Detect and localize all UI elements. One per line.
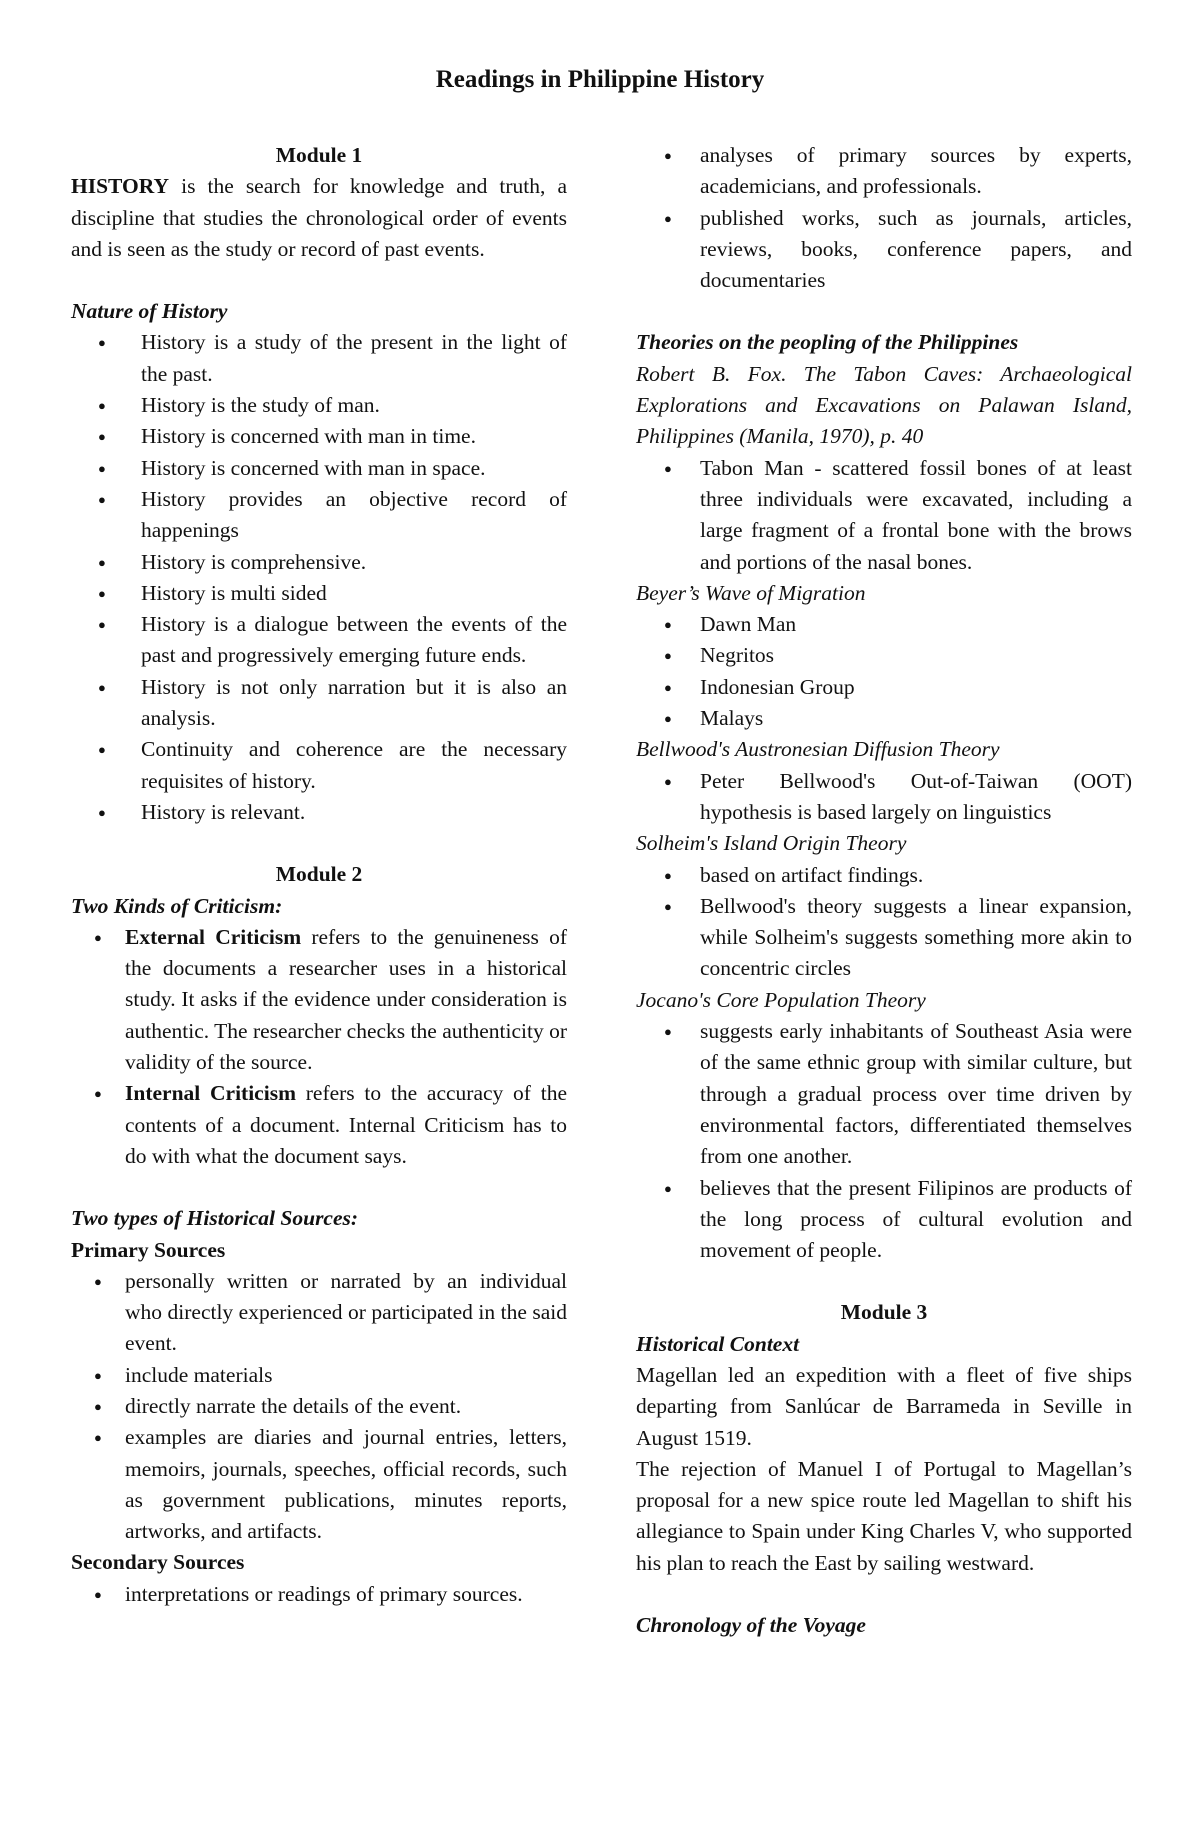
list-item-text: Dawn Man xyxy=(700,612,797,637)
list-item xyxy=(636,891,1132,985)
bullet-icon: ● xyxy=(664,460,672,476)
bullet-icon: ● xyxy=(664,210,672,226)
list-item-text: include materials xyxy=(125,1362,273,1387)
list-item xyxy=(71,327,567,390)
document-title: Readings in Philippine History xyxy=(435,66,765,93)
left-column xyxy=(71,140,567,1610)
list-item-text: History is a study of the present in the light of the past. xyxy=(141,330,567,386)
internal-criticism-text: refers to the accuracy of the contents of a document. Internal Criticism has to do with what the document says. xyxy=(125,1081,567,1168)
list-item-text: interpretations or readings of primary sources. xyxy=(125,1581,523,1606)
bullet-icon: ● xyxy=(94,1398,102,1414)
context-paragraph-2: The rejection of Manuel I of Portugal to Magellan’s proposal for a new spice route led Magellan to shift his allegiance to Spain under King Charles V, who supported his plan to reach the East by sailing westward. xyxy=(636,1456,1132,1575)
list-item-text: examples are diaries and journal entries, letters, memoirs, journals, speeches, official records, such as government publications, minutes reports, artworks, and artifacts. xyxy=(125,1425,567,1544)
list-item-text: History provides an objective record of happenings xyxy=(141,486,567,543)
primary-sources-list xyxy=(71,1266,567,1548)
bullet-icon: ● xyxy=(98,554,106,570)
external-criticism-term: External Criticism xyxy=(125,924,302,949)
bullet-icon: ● xyxy=(98,742,106,758)
jocano-heading: Jocano's Core Population Theory xyxy=(636,987,926,1012)
bullet-icon: ● xyxy=(98,491,106,507)
list-item-text: History is relevant. xyxy=(141,799,306,824)
historical-context-heading: Historical Context xyxy=(636,1331,800,1356)
bullet-icon: ● xyxy=(664,773,672,789)
list-item xyxy=(71,453,567,484)
module2-heading: Module 2 xyxy=(275,862,363,887)
list-item xyxy=(636,203,1132,297)
fox-citation: Robert B. Fox. The Tabon Caves: Archaeological Explorations and Excavations on Palawan Island, Philippines (Manila, 1970), p. 40 xyxy=(636,361,1132,449)
bullet-icon: ● xyxy=(664,617,672,633)
bullet-icon: ● xyxy=(94,1586,102,1602)
history-def-text: is the search for knowledge and truth, a discipline that studies the chronological order of events and is seen as the study or record of past events. xyxy=(71,174,567,261)
criticism-list xyxy=(71,922,567,1172)
list-item xyxy=(636,640,1132,671)
list-item-text: Negritos xyxy=(700,643,775,668)
bullet-icon: ● xyxy=(98,679,106,695)
nature-heading: Nature of History xyxy=(71,299,228,324)
bullet-icon: ● xyxy=(98,429,106,445)
list-item xyxy=(71,484,567,547)
list-item xyxy=(71,421,567,452)
bullet-icon: ● xyxy=(664,711,672,727)
list-item-text: suggests early inhabitants of Southeast Asia were of the same ethnic group with similar culture, but through a gradual process over time driven by environmental factors, differentiated themselves from one another. xyxy=(700,1019,1132,1169)
list-item xyxy=(71,1078,567,1172)
secondary-sources-list-cont xyxy=(636,140,1132,296)
bellwood-heading: Bellwood's Austronesian Diffusion Theory xyxy=(636,737,1000,762)
list-item xyxy=(71,1360,567,1391)
criticism-heading: Two Kinds of Criticism: xyxy=(71,893,283,918)
bullet-icon: ● xyxy=(664,898,672,914)
module3-heading: Module 3 xyxy=(840,1300,928,1325)
list-item xyxy=(71,390,567,421)
primary-sources-heading: Primary Sources xyxy=(71,1237,226,1262)
list-item-text: believes that the present Filipinos are products of the long process of cultural evolution and movement of people. xyxy=(700,1175,1132,1263)
nature-list xyxy=(71,327,567,828)
list-item-text: Continuity and coherence are the necessary requisites of history. xyxy=(141,737,567,793)
list-item xyxy=(636,1173,1132,1267)
list-item xyxy=(71,922,567,1078)
theories-heading: Theories on the peopling of the Philippines xyxy=(636,330,1019,355)
list-item-text: Tabon Man - scattered fossil bones of at least three individuals were excavated, including a large fragment of a frontal bone with the brows and portions of the nasal bones. xyxy=(700,455,1132,574)
bullet-icon: ● xyxy=(94,1273,102,1289)
bullet-icon: ● xyxy=(98,460,106,476)
list-item-text: History is not only narration but it is also an analysis. xyxy=(141,674,567,731)
list-item-text: directly narrate the details of the event. xyxy=(125,1393,462,1418)
list-item xyxy=(71,734,567,797)
list-item-text: personally written or narrated by an individual who directly experienced or participated in the said event. xyxy=(125,1268,567,1356)
bullet-icon: ● xyxy=(98,398,106,414)
list-item-text: History is multi sided xyxy=(141,580,327,605)
list-item xyxy=(636,860,1132,891)
secondary-sources-list xyxy=(71,1579,567,1610)
list-item xyxy=(71,1422,567,1547)
right-column xyxy=(636,140,1132,1641)
list-item-text: Indonesian Group xyxy=(700,674,855,699)
beyer-list xyxy=(636,609,1132,734)
bullet-icon: ● xyxy=(94,1430,102,1446)
bullet-icon: ● xyxy=(94,1367,102,1383)
bullet-icon: ● xyxy=(664,1180,672,1196)
bullet-icon: ● xyxy=(98,585,106,601)
bullet-icon: ● xyxy=(98,617,106,633)
list-item xyxy=(636,453,1132,578)
list-item-text: History is concerned with man in space. xyxy=(141,455,486,480)
bullet-icon: ● xyxy=(664,148,672,163)
solheim-heading: Solheim's Island Origin Theory xyxy=(636,831,907,856)
bellwood-list xyxy=(636,766,1132,829)
list-item-text: Peter Bellwood's Out-of-Taiwan (OOT) hypothesis is based largely on linguistics xyxy=(700,768,1132,824)
list-item-text: Bellwood's theory suggests a linear expansion, while Solheim's suggests something more akin to concentric circles xyxy=(700,893,1132,981)
history-definition xyxy=(71,171,567,265)
list-item xyxy=(636,672,1132,703)
history-term: HISTORY xyxy=(71,174,170,199)
list-item xyxy=(636,1016,1132,1172)
list-item-text: History is concerned with man in time. xyxy=(141,424,476,449)
list-item xyxy=(636,703,1132,734)
jocano-list xyxy=(636,1016,1132,1266)
tabon-list xyxy=(636,453,1132,578)
list-item xyxy=(71,547,567,578)
solheim-list xyxy=(636,860,1132,985)
list-item-text: analyses of primary sources by experts, academicians, and professionals. xyxy=(700,143,1132,199)
context-paragraph-1: Magellan led an expedition with a fleet of five ships departing from Sanlúcar de Barrameda in Seville in August 1519. xyxy=(636,1362,1132,1450)
secondary-sources-heading: Secondary Sources xyxy=(71,1550,245,1575)
list-item xyxy=(71,1391,567,1422)
internal-criticism-term: Internal Criticism xyxy=(125,1081,296,1106)
list-item-text: History is comprehensive. xyxy=(141,549,367,574)
bullet-icon: ● xyxy=(664,1024,672,1040)
external-criticism-text: refers to the genuineness of the documents a researcher uses in a historical study. It asks if the evidence under consideration is authentic. The researcher checks the authenticity or validity of the source. xyxy=(125,924,567,1075)
bullet-icon: ● xyxy=(664,679,672,695)
list-item xyxy=(636,140,1132,203)
list-item xyxy=(71,1266,567,1360)
list-item xyxy=(636,766,1132,829)
list-item-text: History is a dialogue between the events of the past and progressively emerging future ends. xyxy=(141,612,567,668)
list-item xyxy=(636,609,1132,640)
list-item-text: Malays xyxy=(700,706,764,731)
bullet-icon: ● xyxy=(664,648,672,664)
sources-heading: Two types of Historical Sources: xyxy=(71,1206,359,1231)
list-item-text: based on artifact findings. xyxy=(700,862,924,887)
module1-heading: Module 1 xyxy=(275,143,363,167)
bullet-icon: ● xyxy=(94,929,102,945)
bullet-icon: ● xyxy=(98,335,106,351)
bullet-icon: ● xyxy=(94,1086,102,1102)
list-item xyxy=(71,1579,567,1610)
beyer-heading: Beyer’s Wave of Migration xyxy=(636,580,866,605)
chronology-heading: Chronology of the Voyage xyxy=(636,1613,866,1638)
list-item-text: published works, such as journals, articles, reviews, books, conference papers, and documentaries xyxy=(700,205,1132,293)
bullet-icon: ● xyxy=(98,804,106,820)
list-item xyxy=(71,609,567,672)
list-item xyxy=(71,578,567,609)
list-item xyxy=(71,672,567,735)
bullet-icon: ● xyxy=(664,867,672,883)
list-item xyxy=(71,797,567,828)
list-item-text: History is the study of man. xyxy=(141,393,380,418)
